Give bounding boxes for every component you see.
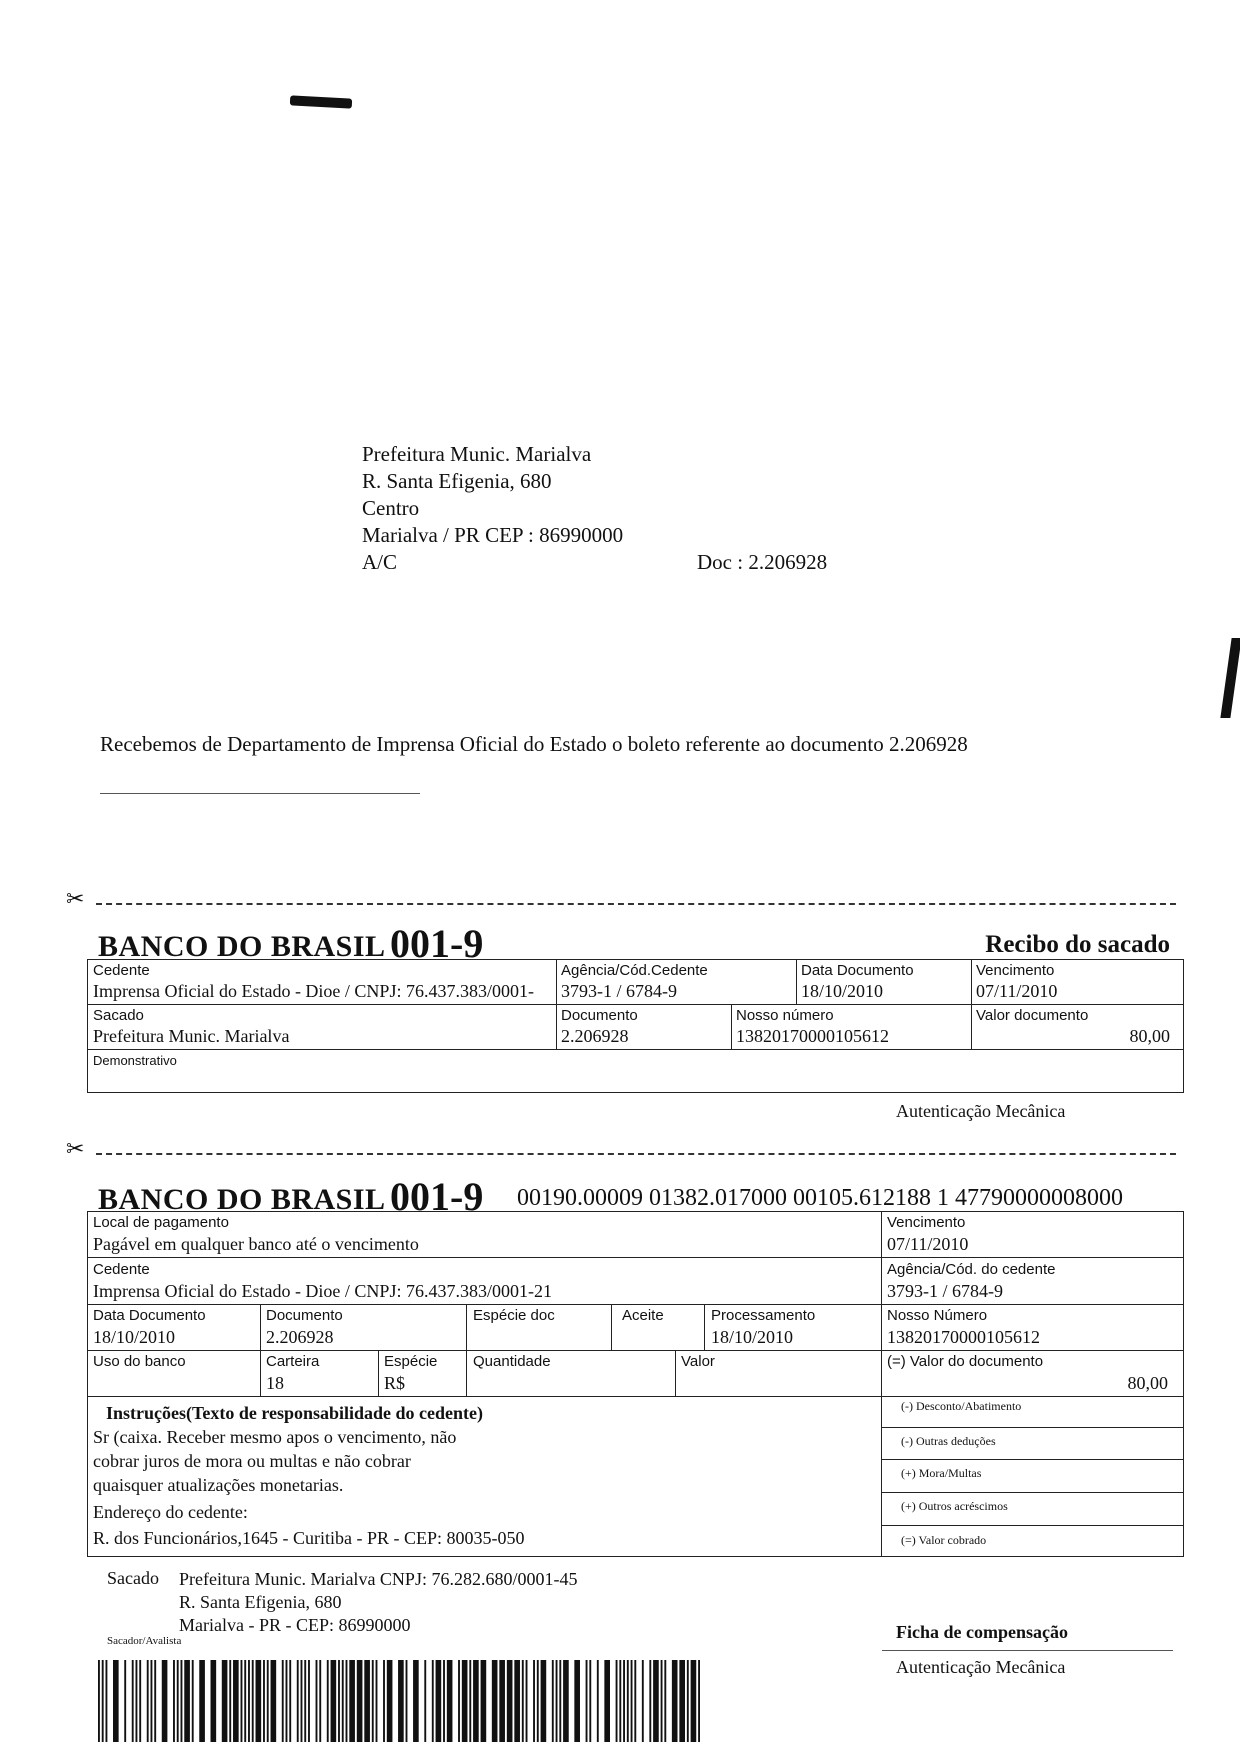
barcode-bar: [469, 1660, 471, 1742]
barcode-bar: [616, 1660, 618, 1742]
barcode-bar: [436, 1660, 442, 1742]
valor-documento-label: (=) Valor do documento: [887, 1353, 1044, 1370]
instrucoes-line: quaisquer atualizações monetarias.: [93, 1475, 344, 1495]
especie-doc-label: Espécie doc: [473, 1307, 555, 1324]
barcode-bar: [289, 1660, 291, 1742]
local-pagamento-value: Pagável em qualquer banco até o vencimento: [93, 1234, 419, 1254]
ficha-compensacao-title: Ficha de compensação: [896, 1622, 1068, 1642]
barcode-bar: [124, 1660, 126, 1742]
barcode-bar: [241, 1660, 243, 1742]
barcode-bar: [136, 1660, 138, 1742]
barcode-bar: [184, 1660, 190, 1742]
barcode-bar: [147, 1660, 149, 1742]
ficha-nosso-label: Nosso Número: [887, 1307, 988, 1324]
outros-acrescimos-label: (+) Outros acréscimos: [901, 1499, 1008, 1513]
ficha-autenticacao: Autenticação Mecânica: [896, 1657, 1066, 1677]
recibo-nosso-value: 13820170000105612: [736, 1026, 889, 1046]
barcode-bar: [664, 1660, 666, 1742]
barcode-bar: [357, 1660, 363, 1742]
cut-line: [66, 887, 1176, 913]
barcode-bar: [413, 1660, 419, 1742]
recibo-title: Recibo do sacado: [985, 931, 1170, 958]
barcode-bar: [263, 1660, 265, 1742]
barcode-bar: [162, 1660, 168, 1742]
barcode-bar: [342, 1660, 344, 1742]
barcode-bar: [349, 1660, 355, 1742]
signature-line: [100, 793, 420, 794]
barcode-bar: [604, 1660, 610, 1742]
barcode-bar: [597, 1660, 599, 1742]
barcode-bar: [687, 1660, 689, 1742]
recibo-documento-label: Documento: [561, 1007, 638, 1024]
scissors-icon: ✂: [66, 1137, 85, 1162]
quantidade-label: Quantidade: [473, 1353, 551, 1370]
barcode-bar: [177, 1660, 179, 1742]
barcode-bar: [533, 1660, 535, 1742]
carteira-value: 18: [266, 1373, 284, 1393]
instrucoes-line: cobrar juros de mora ou multas e não cobrar: [93, 1451, 411, 1471]
ficha-data-doc-value: 18/10/2010: [93, 1327, 176, 1347]
endereco-cedente-label: Endereço do cedente:: [93, 1502, 248, 1522]
barcode-bar: [492, 1660, 498, 1742]
especie-value: R$: [384, 1373, 406, 1393]
barcode-bar: [552, 1660, 554, 1742]
barcode-bar: [574, 1660, 580, 1742]
barcode-bar: [181, 1660, 183, 1742]
ficha-data-doc-label: Data Documento: [93, 1307, 206, 1324]
recibo-bank-name: BANCO DO BRASIL: [98, 930, 386, 963]
recibo-valor-label: Valor documento: [976, 1007, 1089, 1024]
barcode-bar: [282, 1660, 284, 1742]
barcode-bar: [556, 1660, 558, 1742]
barcode: [98, 1660, 700, 1742]
barcode-bar: [248, 1660, 250, 1742]
scissors-icon: ✂: [66, 887, 85, 912]
address-street: R. Santa Efigenia, 680: [362, 469, 552, 493]
barcode-bar: [297, 1660, 299, 1742]
barcode-bar: [627, 1660, 629, 1742]
recibo-valor-value: 80,00: [1129, 1026, 1170, 1046]
barcode-bar: [364, 1660, 370, 1742]
barcode-bar: [473, 1660, 479, 1742]
instrucoes-text: [93, 1425, 456, 1497]
ficha-cedente-value: Imprensa Oficial do Estado - Dioe / CNPJ: 76.437.383/0001-21: [93, 1281, 552, 1301]
barcode-bar: [619, 1660, 621, 1742]
barcode-bar: [679, 1660, 685, 1742]
address-district: Centro: [362, 496, 420, 520]
barcode-bar: [98, 1660, 100, 1742]
receipt-text: Recebemos de Departamento de Imprensa Oficial do Estado o boleto referente ao documento 2.206928: [100, 732, 968, 756]
recibo-nosso-label: Nosso número: [736, 1007, 834, 1024]
barcode-bar: [256, 1660, 262, 1742]
barcode-bar: [139, 1660, 141, 1742]
barcode-bar: [623, 1660, 625, 1742]
barcode-bar: [631, 1660, 633, 1742]
cut-line: [66, 1137, 1176, 1163]
address-ac: A/C: [362, 550, 398, 574]
endereco-cedente-value: R. dos Funcionários,1645 - Curitiba - PR - CEP: 80035-050: [93, 1528, 525, 1548]
ficha-sacado-block: [179, 1568, 577, 1637]
barcode-bar: [316, 1660, 318, 1742]
ficha-nosso-value: 13820170000105612: [887, 1327, 1040, 1347]
outras-deducoes-label: (-) Outras deduções: [901, 1434, 996, 1448]
barcode-bar: [106, 1660, 108, 1742]
ficha-documento-value: 2.206928: [266, 1327, 334, 1347]
barcode-bar: [346, 1660, 348, 1742]
barcode-bar: [499, 1660, 505, 1742]
linha-digitavel: 00190.00009 01382.017000 00105.612188 1 47790000008000: [517, 1185, 1123, 1211]
mora-multas-label: (+) Mora/Multas: [901, 1466, 982, 1480]
barcode-bar: [661, 1660, 663, 1742]
barcode-bar: [113, 1660, 119, 1742]
barcode-bar: [376, 1660, 378, 1742]
recibo-demonstrativo-label: Demonstrativo: [93, 1053, 177, 1068]
barcode-bar: [507, 1660, 513, 1742]
instrucoes-line: Sr (caixa. Receber mesmo apos o vencimento, não: [93, 1427, 457, 1447]
barcode-bar: [301, 1660, 303, 1742]
barcode-bar: [372, 1660, 374, 1742]
barcode-bar: [229, 1660, 231, 1742]
address-name: Prefeitura Munic. Marialva: [362, 442, 592, 466]
barcode-bar: [327, 1660, 329, 1742]
barcode-bar: [211, 1660, 217, 1742]
barcode-bar: [634, 1660, 636, 1742]
processamento-label: Processamento: [711, 1307, 816, 1324]
ficha-bank-code: 001-9: [390, 1174, 484, 1219]
recibo-sacado-value: Prefeitura Munic. Marialva: [93, 1026, 290, 1046]
barcode-bar: [424, 1660, 426, 1742]
barcode-bar: [233, 1660, 239, 1742]
valor-documento-value: 80,00: [1127, 1373, 1168, 1393]
barcode-bar: [589, 1660, 591, 1742]
ficha-cedente-label: Cedente: [93, 1261, 150, 1278]
sacador-avalista-label: Sacador/Avalista: [107, 1635, 182, 1647]
barcode-bar: [383, 1660, 385, 1742]
barcode-bar: [132, 1660, 134, 1742]
recibo-sacado-label: Sacado: [93, 1007, 144, 1024]
barcode-bar: [537, 1660, 539, 1742]
barcode-bar: [173, 1660, 175, 1742]
recibo-data-doc-value: 18/10/2010: [801, 981, 884, 1001]
ficha-vencimento-label: Vencimento: [887, 1214, 966, 1231]
barcode-bar: [526, 1660, 528, 1742]
barcode-bar: [252, 1660, 254, 1742]
scan-mark: [1220, 638, 1240, 718]
barcode-bar: [653, 1660, 659, 1742]
ficha-sacado-label: Sacado: [107, 1568, 159, 1588]
barcode-bar: [154, 1660, 156, 1742]
recibo-autenticacao: Autenticação Mecânica: [896, 1101, 1066, 1121]
recibo-documento-value: 2.206928: [561, 1026, 629, 1046]
barcode-bar: [481, 1660, 487, 1742]
barcode-bar: [458, 1660, 460, 1742]
barcode-bar: [672, 1660, 678, 1742]
barcode-bar: [586, 1660, 588, 1742]
barcode-bar: [447, 1660, 453, 1742]
barcode-bar: [319, 1660, 321, 1742]
valor-cobrado-label: (=) Valor cobrado: [901, 1533, 987, 1547]
barcode-bar: [151, 1660, 153, 1742]
barcode-bar: [541, 1660, 547, 1742]
sacado-line: R. Santa Efigenia, 680: [179, 1592, 342, 1612]
processamento-value: 18/10/2010: [711, 1327, 794, 1347]
barcode-bar: [192, 1660, 194, 1742]
recibo-data-doc-label: Data Documento: [801, 962, 914, 979]
aceite-label: Aceite: [622, 1307, 664, 1324]
uso-banco-label: Uso do banco: [93, 1353, 186, 1370]
barcode-bar: [244, 1660, 246, 1742]
barcode-bar: [691, 1660, 697, 1742]
barcode-bar: [432, 1660, 434, 1742]
barcode-bar: [514, 1660, 520, 1742]
barcode-bar: [406, 1660, 408, 1742]
recibo-agencia-value: 3793-1 / 6784-9: [561, 981, 677, 1001]
ficha-agencia-label: Agência/Cód. do cedente: [887, 1261, 1056, 1278]
barcode-bar: [698, 1660, 700, 1742]
sacado-line: Prefeitura Munic. Marialva CNPJ: 76.282.680/0001-45: [179, 1569, 578, 1589]
barcode-bar: [267, 1660, 269, 1742]
ficha-bank-name: BANCO DO BRASIL: [98, 1183, 386, 1216]
barcode-bar: [563, 1660, 569, 1742]
barcode-bar: [387, 1660, 393, 1742]
carteira-label: Carteira: [266, 1353, 320, 1370]
sacado-line: Marialva - PR - CEP: 86990000: [179, 1615, 411, 1635]
barcode-bar: [222, 1660, 228, 1742]
barcode-bar: [338, 1660, 340, 1742]
barcode-bar: [443, 1660, 445, 1742]
recibo-cedente-label: Cedente: [93, 962, 150, 979]
barcode-bar: [199, 1660, 205, 1742]
instrucoes-title: Instruções(Texto de responsabilidade do cedente): [106, 1403, 484, 1423]
barcode-bar: [522, 1660, 524, 1742]
barcode-bar: [308, 1660, 310, 1742]
barcode-bar: [304, 1660, 306, 1742]
local-pagamento-label: Local de pagamento: [93, 1214, 229, 1231]
recibo-bank-code: 001-9: [390, 921, 484, 966]
barcode-bar: [286, 1660, 288, 1742]
barcode-bar: [642, 1660, 644, 1742]
ficha-agencia-value: 3793-1 / 6784-9: [887, 1281, 1003, 1301]
recibo-vencimento-label: Vencimento: [976, 962, 1055, 979]
barcode-bar: [649, 1660, 651, 1742]
scan-mark: [290, 95, 352, 108]
especie-label: Espécie: [384, 1353, 438, 1370]
barcode-bar: [271, 1660, 277, 1742]
recibo-agencia-label: Agência/Cód.Cedente: [561, 962, 708, 979]
barcode-bar: [102, 1660, 104, 1742]
barcode-bar: [462, 1660, 468, 1742]
barcode-bar: [331, 1660, 337, 1742]
ficha-vencimento-value: 07/11/2010: [887, 1234, 969, 1254]
recibo-cedente-value: Imprensa Oficial do Estado - Dioe / CNPJ: 76.437.383/0001-: [93, 981, 534, 1001]
address-city-cep: Marialva / PR CEP : 86990000: [362, 523, 624, 547]
address-doc: Doc : 2.206928: [697, 550, 828, 574]
barcode-bar: [559, 1660, 561, 1742]
ficha-documento-label: Documento: [266, 1307, 343, 1324]
barcode-bar: [398, 1660, 404, 1742]
valor-label: Valor: [681, 1353, 715, 1370]
desconto-label: (-) Desconto/Abatimento: [901, 1399, 1022, 1413]
recibo-vencimento-value: 07/11/2010: [976, 981, 1058, 1001]
